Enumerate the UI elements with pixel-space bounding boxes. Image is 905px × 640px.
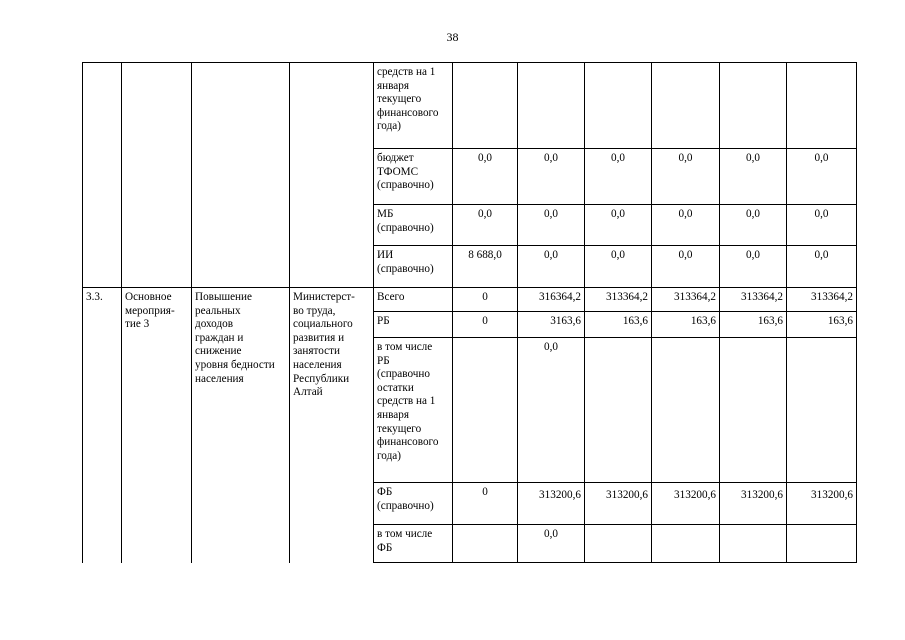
value-cell: 0,0 (787, 149, 857, 205)
cell-blank (192, 246, 290, 288)
value-cell: 313200,6 (652, 483, 720, 525)
value-cell (787, 525, 857, 563)
source-cell: Всего (374, 288, 453, 312)
value-cell (652, 525, 720, 563)
value-cell: 313200,6 (720, 483, 787, 525)
value-cell (585, 338, 652, 483)
value-cell: 313364,2 (585, 288, 652, 312)
value-cell (518, 63, 585, 149)
value-cell: 0,0 (652, 149, 720, 205)
value-cell (720, 63, 787, 149)
cell-executor-empty (290, 63, 374, 149)
value-cell: 313200,6 (787, 483, 857, 525)
cell-goal-empty (192, 63, 290, 149)
value-cell: 313200,6 (585, 483, 652, 525)
cell-blank (290, 246, 374, 288)
value-cell: 0,0 (652, 246, 720, 288)
value-cell: 0,0 (787, 205, 857, 246)
value-cell: 0 (453, 483, 518, 525)
value-cell (652, 63, 720, 149)
value-cell: 8 688,0 (453, 246, 518, 288)
value-cell (585, 63, 652, 149)
cell-blank (192, 205, 290, 246)
budget-table (82, 62, 857, 563)
value-cell (453, 338, 518, 483)
value-cell: 0,0 (453, 149, 518, 205)
page-number: 38 (446, 30, 459, 44)
value-cell: 0,0 (720, 149, 787, 205)
item-executor: Министерст- во труда, социального развития и занятости населения Республики Алтай (290, 288, 374, 563)
value-cell: 0,0 (585, 246, 652, 288)
cell-blank (83, 205, 122, 246)
value-cell: 313364,2 (787, 288, 857, 312)
value-cell (787, 338, 857, 483)
value-cell (652, 338, 720, 483)
cell-blank (122, 149, 192, 205)
item-goal: Повышение реальных доходов граждан и снижение уровня бедности населения (192, 288, 290, 563)
value-cell: 0,0 (585, 205, 652, 246)
cell-blank (290, 205, 374, 246)
value-cell: 163,6 (652, 312, 720, 338)
cell-number-empty (83, 63, 122, 149)
cell-blank (83, 246, 122, 288)
value-cell: 313364,2 (720, 288, 787, 312)
value-cell: 0,0 (518, 205, 585, 246)
source-cell: МБ (справочно) (374, 205, 453, 246)
source-cell: бюджет ТФОМС (справочно) (374, 149, 453, 205)
value-cell: 313200,6 (518, 483, 585, 525)
value-cell: 0,0 (518, 525, 585, 563)
value-cell (720, 525, 787, 563)
value-cell (585, 525, 652, 563)
value-cell: 0,0 (518, 338, 585, 483)
value-cell: 0,0 (518, 246, 585, 288)
value-cell: 0,0 (453, 205, 518, 246)
value-cell: 163,6 (585, 312, 652, 338)
value-cell: 316364,2 (518, 288, 585, 312)
value-cell: 0 (453, 288, 518, 312)
cell-blank (290, 149, 374, 205)
value-cell (453, 63, 518, 149)
value-cell: 0,0 (518, 149, 585, 205)
cell-blank (83, 149, 122, 205)
value-cell: 0,0 (585, 149, 652, 205)
source-cell: в том числе ФБ (374, 525, 453, 563)
value-cell: 163,6 (720, 312, 787, 338)
cell-blank (122, 246, 192, 288)
source-cell: ФБ (справочно) (374, 483, 453, 525)
value-cell: 163,6 (787, 312, 857, 338)
table-row (83, 246, 857, 288)
value-cell (453, 525, 518, 563)
value-cell (787, 63, 857, 149)
value-cell: 0,0 (787, 246, 857, 288)
value-cell: 0 (453, 312, 518, 338)
table-row (83, 288, 857, 312)
value-cell: 0,0 (720, 246, 787, 288)
cell-blank (192, 149, 290, 205)
value-cell (720, 338, 787, 483)
value-cell: 3163,6 (518, 312, 585, 338)
value-cell: 0,0 (720, 205, 787, 246)
item-number: 3.3. (83, 288, 122, 563)
cell-name-empty (122, 63, 192, 149)
table-row (83, 149, 857, 205)
source-cell: РБ (374, 312, 453, 338)
table-row (83, 205, 857, 246)
item-name: Основное мероприя- тие 3 (122, 288, 192, 563)
table-row (83, 63, 857, 149)
value-cell: 313364,2 (652, 288, 720, 312)
source-cell: средств на 1 января текущего финансового года) (374, 63, 453, 149)
cell-blank (122, 205, 192, 246)
source-cell: в том числе РБ (справочно остатки средств на 1 января текущего финансового года) (374, 338, 453, 483)
value-cell: 0,0 (652, 205, 720, 246)
source-cell: ИИ (справочно) (374, 246, 453, 288)
